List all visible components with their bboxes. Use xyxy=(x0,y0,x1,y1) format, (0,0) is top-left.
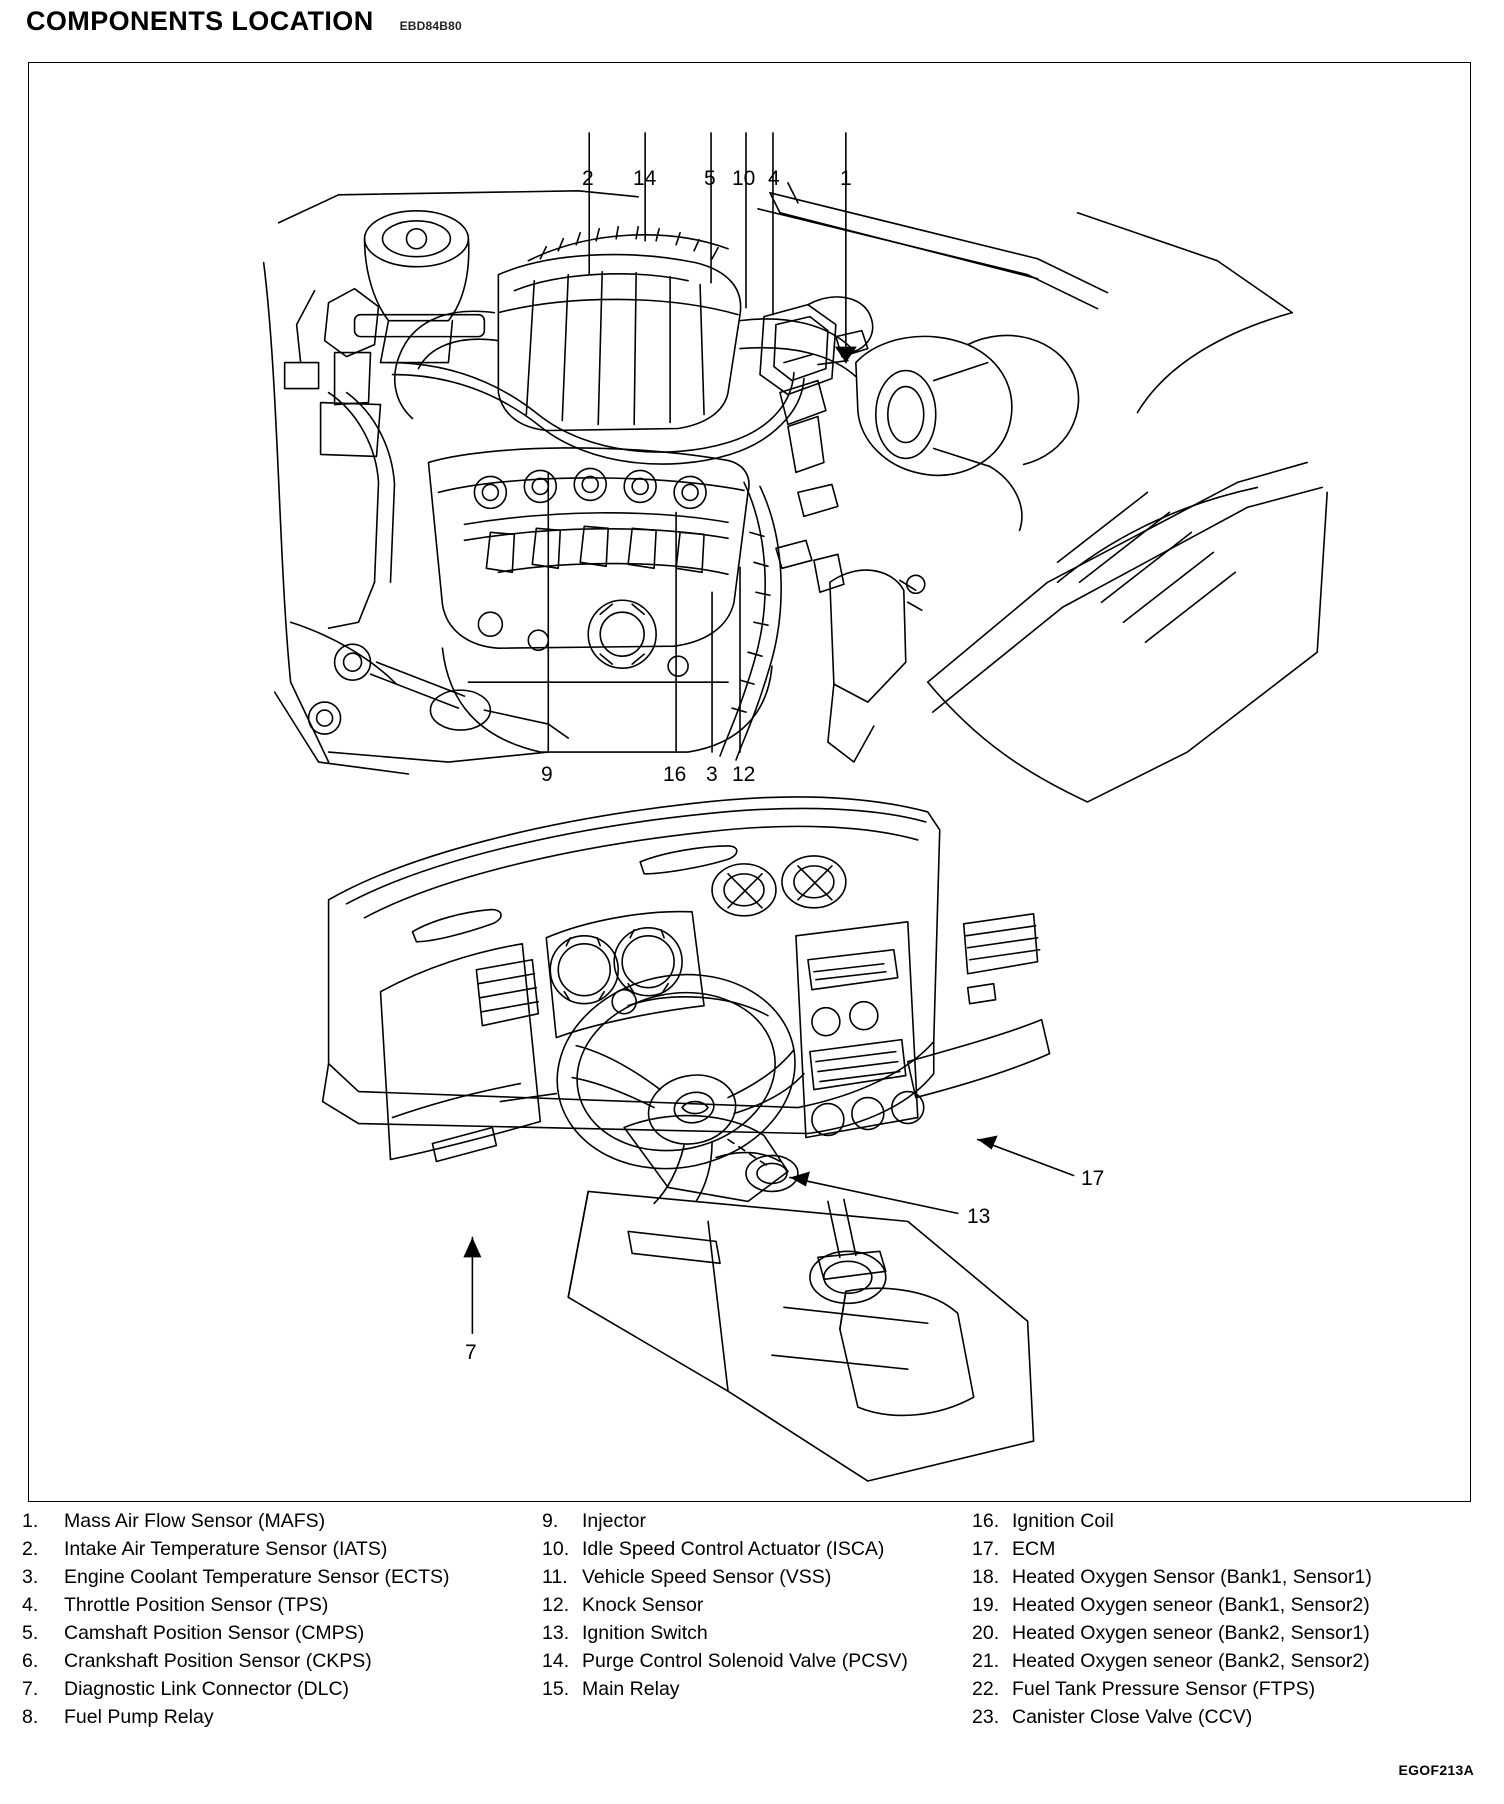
legend-item xyxy=(972,1536,1472,1563)
legend-item-label: Vehicle Speed Sensor (VSS) xyxy=(582,1566,832,1588)
legend-item-number: 8. xyxy=(22,1706,39,1728)
callout-7: 7 xyxy=(465,1341,477,1364)
callout-2: 2 xyxy=(582,167,594,190)
callout-17: 17 xyxy=(1081,1167,1105,1190)
document-code: EBD84B80 xyxy=(399,19,462,33)
legend-item-label: Ignition Switch xyxy=(582,1622,708,1644)
legend-item xyxy=(22,1676,542,1703)
legend-column-1 xyxy=(22,1508,542,1731)
figure-frame xyxy=(28,62,1471,1502)
callout-12: 12 xyxy=(732,763,756,786)
legend-item xyxy=(972,1704,1472,1731)
legend-item xyxy=(542,1620,972,1647)
legend-item-label: Heated Oxygen seneor (Bank1, Sensor2) xyxy=(1012,1594,1370,1616)
legend-item-label: Heated Oxygen seneor (Bank2, Sensor2) xyxy=(1012,1650,1370,1672)
legend-item-number: 15. xyxy=(542,1678,570,1700)
legend-column-2 xyxy=(542,1508,972,1731)
legend-item xyxy=(542,1508,972,1535)
legend-item xyxy=(542,1592,972,1619)
legend-item-number: 4. xyxy=(22,1594,39,1616)
legend-item-number: 9. xyxy=(542,1510,559,1532)
legend-item-number: 14. xyxy=(542,1650,570,1672)
callout-4: 4 xyxy=(768,167,780,190)
legend-item-label: Knock Sensor xyxy=(582,1594,704,1616)
legend xyxy=(22,1508,1482,1731)
legend-item-label: Canister Close Valve (CCV) xyxy=(1012,1706,1253,1728)
legend-item-label: Idle Speed Control Actuator (ISCA) xyxy=(582,1538,885,1560)
legend-item-label: Crankshaft Position Sensor (CKPS) xyxy=(64,1650,372,1672)
legend-item xyxy=(542,1676,972,1703)
legend-item xyxy=(972,1508,1472,1535)
page-title: COMPONENTS LOCATION xyxy=(26,6,374,36)
legend-item-number: 22. xyxy=(972,1678,1000,1700)
legend-item-number: 6. xyxy=(22,1650,39,1672)
legend-item-label: Camshaft Position Sensor (CMPS) xyxy=(64,1622,365,1644)
legend-item-number: 11. xyxy=(542,1566,568,1588)
legend-item xyxy=(972,1564,1472,1591)
legend-item-label: Fuel Tank Pressure Sensor (FTPS) xyxy=(1012,1678,1316,1700)
legend-item xyxy=(542,1564,972,1591)
page-header xyxy=(26,6,462,37)
legend-item-number: 1. xyxy=(22,1510,39,1532)
legend-item-label: Heated Oxygen Sensor (Bank1, Sensor1) xyxy=(1012,1566,1372,1588)
callout-16: 16 xyxy=(663,763,687,786)
legend-item-number: 13. xyxy=(542,1622,570,1644)
legend-item-number: 17. xyxy=(972,1538,1000,1560)
legend-item-label: Injector xyxy=(582,1510,646,1532)
legend-item-number: 5. xyxy=(22,1622,39,1644)
legend-item-label: Fuel Pump Relay xyxy=(64,1706,214,1728)
legend-item xyxy=(22,1564,542,1591)
legend-item-number: 7. xyxy=(22,1678,39,1700)
legend-item xyxy=(972,1592,1472,1619)
legend-column-3 xyxy=(972,1508,1472,1731)
legend-item-number: 23. xyxy=(972,1706,1000,1728)
callout-9: 9 xyxy=(541,763,553,786)
callout-13: 13 xyxy=(967,1205,991,1228)
legend-item xyxy=(972,1620,1472,1647)
legend-item-label: Throttle Position Sensor (TPS) xyxy=(64,1594,329,1616)
legend-item-number: 12. xyxy=(542,1594,570,1616)
legend-item-number: 2. xyxy=(22,1538,39,1560)
legend-item xyxy=(972,1676,1472,1703)
legend-item-label: Main Relay xyxy=(582,1678,680,1700)
legend-item xyxy=(972,1648,1472,1675)
legend-item-label: Ignition Coil xyxy=(1012,1510,1114,1532)
legend-item-label: Intake Air Temperature Sensor (IATS) xyxy=(64,1538,388,1560)
legend-item-label: Mass Air Flow Sensor (MAFS) xyxy=(64,1510,326,1532)
legend-item xyxy=(542,1648,972,1675)
legend-item-label: Engine Coolant Temperature Sensor (ECTS) xyxy=(64,1566,450,1588)
legend-item xyxy=(22,1620,542,1647)
legend-item-number: 18. xyxy=(972,1566,1000,1588)
callout-10: 10 xyxy=(732,167,756,190)
legend-item-number: 20. xyxy=(972,1622,1000,1644)
legend-item xyxy=(22,1648,542,1675)
callout-5: 5 xyxy=(704,167,716,190)
legend-item-label: Diagnostic Link Connector (DLC) xyxy=(64,1678,350,1700)
legend-item-number: 21. xyxy=(972,1650,1000,1672)
legend-item xyxy=(22,1536,542,1563)
callout-14: 14 xyxy=(633,167,657,190)
legend-item-label: Heated Oxygen seneor (Bank2, Sensor1) xyxy=(1012,1622,1370,1644)
legend-item xyxy=(542,1536,972,1563)
callout-1: 1 xyxy=(840,167,852,190)
legend-item-number: 16. xyxy=(972,1510,1000,1532)
legend-item-label: Purge Control Solenoid Valve (PCSV) xyxy=(582,1650,908,1672)
callout-3: 3 xyxy=(706,763,718,786)
legend-item xyxy=(22,1592,542,1619)
legend-item xyxy=(22,1508,542,1535)
legend-item-number: 10. xyxy=(542,1538,570,1560)
legend-item xyxy=(22,1704,542,1731)
legend-item-number: 19. xyxy=(972,1594,1000,1616)
legend-item-label: ECM xyxy=(1012,1538,1056,1560)
figure-reference-code: EGOF213A xyxy=(1398,1762,1474,1778)
legend-item-number: 3. xyxy=(22,1566,39,1588)
